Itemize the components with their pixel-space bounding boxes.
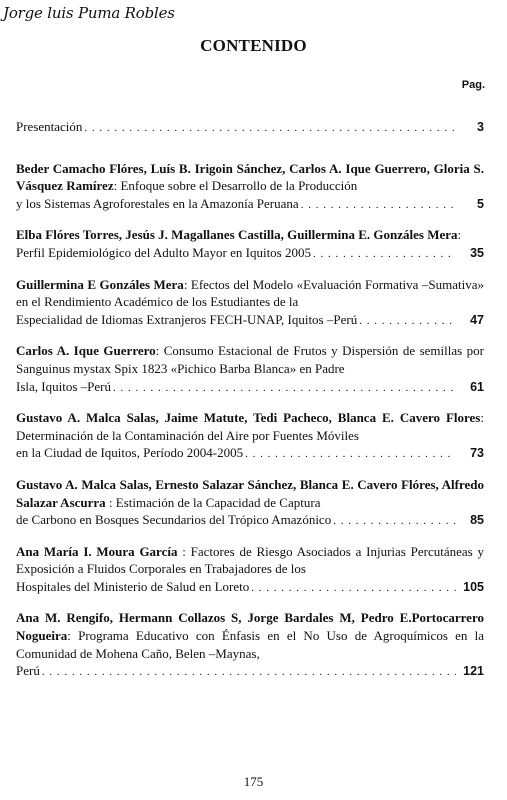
toc-entry-authors: Ana M. Rengifo, Hermann Collazos S, Jorge Bardales M, Pedro E.Portocarrero Nogueira <box>16 610 484 644</box>
toc-entry-authors: Ana María I. Moura García <box>16 543 178 559</box>
toc-entry <box>16 342 490 397</box>
toc-entry <box>16 543 490 598</box>
toc-entry <box>16 226 490 263</box>
toc-entry-page: 35 <box>470 245 484 260</box>
toc-entry-title: : <box>457 227 462 243</box>
toc-entry-title-end: Perú <box>16 663 40 679</box>
toc-entry-title: Presentación <box>16 119 83 134</box>
running-header-author: Jorge luis Puma Robles <box>3 4 175 22</box>
page-column-label: Pag. <box>461 79 485 91</box>
dot-leader <box>84 120 456 138</box>
toc-entry-title: : Determinación de la Contaminación del Aire por Fuentes Móviles <box>16 410 484 443</box>
toc-entry-page: 73 <box>470 446 484 461</box>
toc-entry-title: : Enfoque sobre el Desarrollo de la Producción <box>113 178 358 194</box>
toc-entry <box>16 409 490 464</box>
toc-entry-title: : Efectos del Modelo «Evaluación Formativa –Sumativa» en el Rendimiento Académico de los Estudiantes de la <box>16 276 485 310</box>
dot-leader <box>333 513 456 531</box>
dot-leader <box>251 580 456 598</box>
toc-entry-authors: Beder Camacho Flóres, Luís B. Irigoin Sánchez, Carlos A. Ique Guerrero, Gloria S. Vásquez Ramírez <box>16 160 484 194</box>
toc-entry-authors: Gustavo A. Malca Salas, Ernesto Salazar Sánchez, Blanca E. Cavero Flóres, Alfredo Salazar Ascurra <box>16 476 484 510</box>
toc-entry-title-end: Perfil Epidemiológico del Adulto Mayor en Iquitos 2005 <box>16 244 311 260</box>
dot-leader <box>313 246 456 264</box>
toc-entry-title: : Estimación de la Capacidad de Captura <box>105 494 321 510</box>
toc-entry-authors: Carlos A. Ique Guerrero <box>16 343 156 359</box>
toc-entry <box>16 160 490 215</box>
toc-entry-title-end: Isla, Iquitos –Perú <box>16 378 111 394</box>
dot-leader <box>245 446 456 464</box>
toc-entry-title-end: en la Ciudad de Iquitos, Período 2004-2005 <box>16 445 244 461</box>
toc-entry <box>16 276 490 331</box>
toc-entry-page: 5 <box>477 196 484 211</box>
toc-entry <box>16 118 490 138</box>
toc-entry-title-end: Especialidad de Idiomas Extranjeros FECH-UNAP, Iquitos –Perú <box>16 311 358 327</box>
dot-leader <box>42 664 456 682</box>
dot-leader <box>113 380 456 398</box>
toc-entry-title: : Consumo Estacional de Frutos y Dispersión de semillas por Sanguinus mystax Spix 1823 «Pichico Barba Blanca» en Padre <box>16 343 484 376</box>
toc-entry-title: : Factores de Riesgo Asociados a Injurias Percutáneas y Exposición a Fluidos Corporales en Trabajadores de los <box>16 543 484 577</box>
toc-entry <box>16 476 490 531</box>
toc-entry <box>16 609 490 681</box>
toc-entry-title-end: Hospitales del Ministerio de Salud en Loreto <box>16 578 250 594</box>
dot-leader <box>359 313 456 331</box>
toc-entry-title: : Programa Educativo con Énfasis en el No Uso de Agroquímicos en la Comunidad de Mohena Caño, Belen –Maynas, <box>16 628 484 661</box>
table-of-contents <box>16 118 490 694</box>
toc-entry-page: 105 <box>463 579 484 594</box>
toc-entry-page: 3 <box>477 120 484 134</box>
toc-entry-page: 61 <box>470 379 484 394</box>
dot-leader <box>301 197 456 215</box>
toc-entry-authors: Guillermina E Gonzáles Mera <box>16 276 184 292</box>
toc-entry-title-end: de Carbono en Bosques Secundarios del Trópico Amazónico <box>16 512 332 528</box>
toc-entry-page: 47 <box>470 312 484 327</box>
page-number: 175 <box>243 774 264 789</box>
toc-entry-page: 85 <box>470 513 484 528</box>
toc-entry-page: 121 <box>463 664 484 679</box>
toc-entry-authors: Gustavo A. Malca Salas, Jaime Matute, Tedi Pacheco, Blanca E. Cavero Flores <box>16 410 481 426</box>
toc-entry-authors: Elba Flóres Torres, Jesús J. Magallanes Castilla, Guillermina E. Gonzáles Mera <box>16 227 458 243</box>
page-title: CONTENIDO <box>200 36 307 55</box>
toc-entry-title-end: y los Sistemas Agroforestales en la Amazonía Peruana <box>16 195 299 211</box>
